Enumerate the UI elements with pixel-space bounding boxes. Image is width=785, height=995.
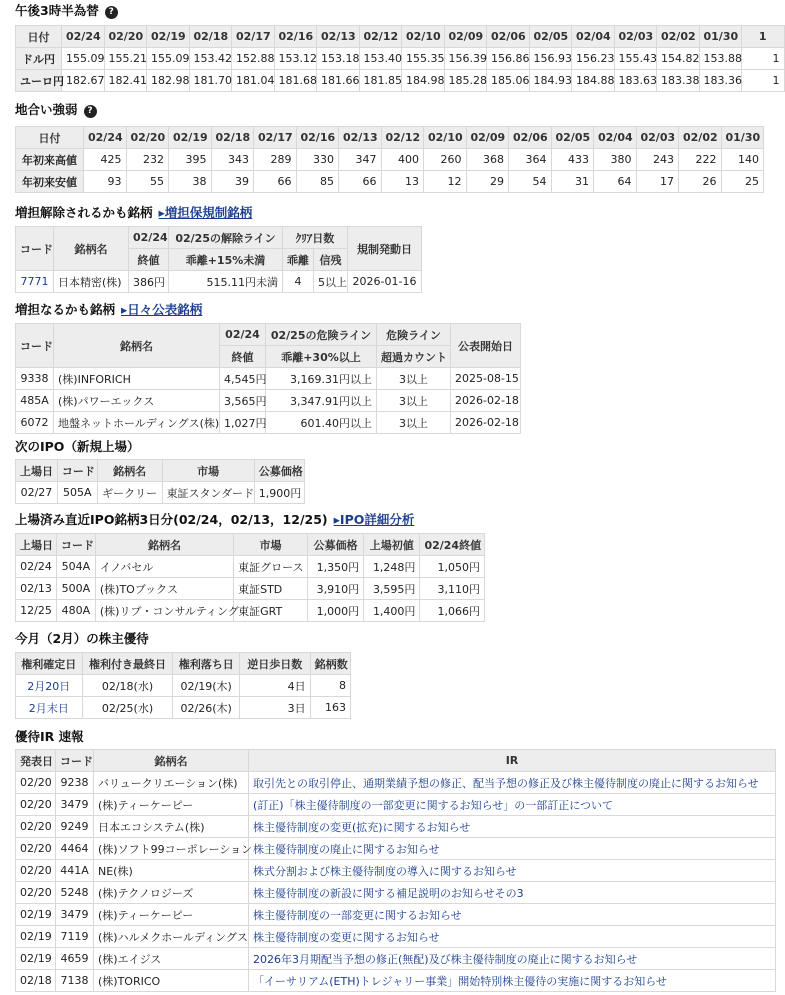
recent-ipo-table — [15, 533, 485, 622]
column-header: 銘柄名 — [97, 460, 162, 482]
col-clear-days: ｸﾘｱ日数 — [283, 227, 348, 249]
value-cell: 182.41 — [104, 70, 147, 92]
ex-rights-date: 02/26(木) — [173, 697, 240, 719]
stock-name: イノバセル — [95, 556, 233, 578]
stock-count: 163 — [310, 697, 350, 719]
value-cell: 184.98 — [402, 70, 445, 92]
table-row — [16, 970, 776, 992]
value-cell: 1 — [742, 48, 785, 70]
column-header: 02/13 — [339, 127, 382, 149]
stock-name: (株)ティーケーピー — [94, 794, 249, 816]
table-row — [16, 816, 776, 838]
column-header: 02/03 — [636, 127, 679, 149]
stock-code: 3479 — [56, 794, 94, 816]
column-header: 02/10 — [402, 26, 445, 48]
value-cell: 243 — [636, 149, 679, 171]
breadth-table — [15, 126, 764, 193]
column-header: 上場日 — [16, 534, 57, 556]
col-close-sub: 終値 — [129, 249, 169, 271]
value-cell: 182.67 — [62, 70, 105, 92]
value-cell: 152.88 — [232, 48, 275, 70]
column-header: 01/30 — [721, 127, 764, 149]
table-row — [16, 482, 305, 504]
value-cell: 156.39 — [444, 48, 487, 70]
stock-code: 504A — [56, 556, 95, 578]
column-header: コード — [56, 534, 95, 556]
row-label: 年初来安値 — [16, 171, 84, 193]
next-ipo-title-text: 次のIPO（新規上場） — [15, 439, 140, 454]
column-header: 02/13 — [317, 26, 360, 48]
column-header: 02/04 — [594, 127, 637, 149]
column-header: 02/19 — [147, 26, 190, 48]
close-price: 386円 — [129, 271, 169, 293]
ir-title — [0, 726, 84, 748]
announce-date: 02/18 — [16, 970, 56, 992]
value-cell: 184.88 — [572, 70, 615, 92]
value-cell: 347 — [339, 149, 382, 171]
value-cell: 183.38 — [657, 70, 700, 92]
last-trading-date: 02/18(水) — [82, 675, 173, 697]
value-cell: 29 — [466, 171, 509, 193]
offer-price: 1,350円 — [307, 556, 363, 578]
ir-link[interactable]: 株主優待制度の新設に関する補足説明のお知らせその3 — [249, 882, 776, 904]
column-header: 02/04 — [572, 26, 615, 48]
value-cell: 153.18 — [317, 48, 360, 70]
value-cell: 25 — [721, 171, 764, 193]
stock-code: 441A — [56, 860, 94, 882]
value-cell: 1 — [742, 70, 785, 92]
value-cell: 181.04 — [232, 70, 275, 92]
release-line: 515.11円未満 — [169, 271, 283, 293]
stock-name: 地盤ネットホールディングス(株) — [54, 412, 220, 434]
market: 東証スタンダード — [162, 482, 254, 504]
offer-price: 3,910円 — [307, 578, 363, 600]
margin-add-title-text: 増担なるかも銘柄 — [15, 302, 116, 317]
column-header: 02/05 — [529, 26, 572, 48]
danger-line: 3,169.31円以上 — [266, 368, 377, 390]
value-cell: 154.82 — [657, 48, 700, 70]
value-cell: 289 — [254, 149, 297, 171]
col-code: コード — [16, 324, 54, 368]
help-icon[interactable]: ? — [84, 105, 97, 118]
stock-code: 9338 — [16, 368, 54, 390]
table-row — [16, 860, 776, 882]
shinyo-days: 5以上 — [314, 271, 348, 293]
listing-date: 02/24 — [16, 556, 57, 578]
close-price: 1,050円 — [420, 556, 485, 578]
close-price: 3,565円 — [220, 390, 266, 412]
value-cell: 156.23 — [572, 48, 615, 70]
column-header: 02/20 — [126, 127, 169, 149]
fx-section-title — [0, 0, 118, 22]
ir-link[interactable]: 株主優待制度の廃止に関するお知らせ — [249, 838, 776, 860]
column-header: 逆日歩日数 — [240, 653, 311, 675]
help-icon[interactable]: ? — [105, 6, 118, 19]
stock-code: 485A — [16, 390, 54, 412]
over-count: 3以上 — [377, 412, 451, 434]
first-price: 3,595円 — [364, 578, 420, 600]
ir-title-text: 優待IR 速報 — [15, 729, 84, 744]
table-row — [16, 390, 521, 412]
close-price: 1,027円 — [220, 412, 266, 434]
value-cell: 38 — [169, 171, 212, 193]
value-cell: 185.06 — [487, 70, 530, 92]
stock-code: 5248 — [56, 882, 94, 904]
column-header: 銘柄名 — [95, 534, 233, 556]
col-name: 銘柄名 — [54, 324, 220, 368]
column-header: 02/03 — [614, 26, 657, 48]
col-close-sub: 終値 — [220, 346, 266, 368]
column-header: 銘柄数 — [310, 653, 350, 675]
value-cell: 155.43 — [614, 48, 657, 70]
column-header: 02/18 — [211, 127, 254, 149]
table-row — [16, 926, 776, 948]
announce-date: 02/20 — [16, 882, 56, 904]
column-header: 02/16 — [296, 127, 339, 149]
market: 東証GRT — [234, 600, 308, 622]
column-header: 権利確定日 — [16, 653, 83, 675]
stock-name: (株)TORICO — [94, 970, 249, 992]
column-header: 02/17 — [232, 26, 275, 48]
value-cell: 181.68 — [274, 70, 317, 92]
col-release-line-sub: 乖離+15%未満 — [169, 249, 283, 271]
reverse-fee-days: 4日 — [240, 675, 311, 697]
value-cell: 330 — [296, 149, 339, 171]
column-header: 市場 — [162, 460, 254, 482]
announce-date: 02/19 — [16, 904, 56, 926]
table-row — [16, 697, 351, 719]
start-date: 2026-01-16 — [348, 271, 422, 293]
stock-name: ギークリー — [97, 482, 162, 504]
column-header: 02/02 — [657, 26, 700, 48]
value-cell: 155.21 — [104, 48, 147, 70]
yutai-title — [0, 628, 149, 650]
breadth-section-title — [0, 99, 97, 121]
value-cell: 156.93 — [529, 48, 572, 70]
value-cell: 183.36 — [699, 70, 742, 92]
start-date: 2026-02-18 — [451, 412, 521, 434]
yutai-title-text: 今月（2月）の株主優待 — [15, 631, 149, 646]
ir-link[interactable]: (訂正)「株主優待制度の一部変更に関するお知らせ」の一部訂正について — [249, 794, 776, 816]
value-cell: 185.28 — [444, 70, 487, 92]
column-header: 市場 — [234, 534, 308, 556]
kairi-days: 4 — [283, 271, 314, 293]
start-date: 2025-08-15 — [451, 368, 521, 390]
ipo-analysis-link[interactable]: ▸IPO詳細分析 — [333, 512, 415, 527]
ir-link[interactable]: 株主優待制度の変更(拡充)に関するお知らせ — [249, 816, 776, 838]
col-release-line: 02/25の解除ライン — [169, 227, 283, 249]
ex-rights-date: 02/19(木) — [173, 675, 240, 697]
fx-title: 午後3時半為替 — [15, 3, 99, 18]
column-header: 権利落ち日 — [173, 653, 240, 675]
value-cell: 433 — [551, 149, 594, 171]
stock-code: 6072 — [16, 412, 54, 434]
value-cell: 395 — [169, 149, 212, 171]
value-cell: 222 — [679, 149, 722, 171]
column-header: 02/12 — [359, 26, 402, 48]
value-cell: 155.09 — [62, 48, 105, 70]
value-cell: 184.93 — [529, 70, 572, 92]
stock-code: 4659 — [56, 948, 94, 970]
ir-link[interactable]: 株主優待制度の変更に関するお知らせ — [249, 926, 776, 948]
value-cell: 368 — [466, 149, 509, 171]
value-cell: 155.35 — [402, 48, 445, 70]
danger-line: 601.40円以上 — [266, 412, 377, 434]
stock-name: (株)テクノロジーズ — [94, 882, 249, 904]
col-shinyo: 信残 — [314, 249, 348, 271]
market: 東証グロース — [234, 556, 308, 578]
stock-code-link[interactable]: 7771 — [20, 275, 49, 288]
column-header: 日付 — [16, 26, 62, 48]
value-cell: 156.86 — [487, 48, 530, 70]
danger-line: 3,347.91円以上 — [266, 390, 377, 412]
column-header: 02/02 — [679, 127, 722, 149]
table-row — [16, 368, 521, 390]
stock-code: 9249 — [56, 816, 94, 838]
offer-price: 1,900円 — [254, 482, 304, 504]
column-header: 上場日 — [16, 460, 58, 482]
value-cell: 343 — [211, 149, 254, 171]
ir-link[interactable]: 2026年3月期配当予想の修正(無配)及び株主優待制度の廃止に関するお知らせ — [249, 948, 776, 970]
stock-code: 500A — [56, 578, 95, 600]
col-name: 銘柄名 — [54, 227, 129, 271]
market: 東証STD — [234, 578, 308, 600]
over-count: 3以上 — [377, 368, 451, 390]
column-header: 日付 — [16, 127, 84, 149]
table-row — [16, 948, 776, 970]
table-row — [16, 904, 776, 926]
column-header: 02/06 — [487, 26, 530, 48]
value-cell: 17 — [636, 171, 679, 193]
listing-date: 02/13 — [16, 578, 57, 600]
value-cell: 232 — [126, 149, 169, 171]
ir-link[interactable]: 「イーサリアム(ETH)トレジャリー事業」開始特別株主優待の実施に関するお知らせ — [249, 970, 776, 992]
column-header: 01/30 — [699, 26, 742, 48]
value-cell: 13 — [381, 171, 424, 193]
column-header: IR — [249, 750, 776, 772]
column-header: 02/09 — [466, 127, 509, 149]
table-row — [16, 70, 785, 92]
margin-add-title — [0, 299, 202, 321]
table-row — [16, 794, 776, 816]
value-cell: 380 — [594, 149, 637, 171]
value-cell: 425 — [84, 149, 127, 171]
daily-disclosure-link[interactable]: ▸日々公表銘柄 — [121, 302, 203, 317]
next-ipo-table — [15, 459, 305, 504]
column-header: 02/24終値 — [420, 534, 485, 556]
value-cell: 183.63 — [614, 70, 657, 92]
column-header: コード — [57, 460, 97, 482]
table-row — [16, 772, 776, 794]
stock-name: (株)エイジス — [94, 948, 249, 970]
stock-name: (株)ティーケーピー — [94, 904, 249, 926]
announce-date: 02/19 — [16, 926, 56, 948]
stock-name: NE(株) — [94, 860, 249, 882]
stock-code: 4464 — [56, 838, 94, 860]
table-row — [16, 48, 785, 70]
col-danger-line: 02/25の危険ライン — [266, 324, 377, 346]
ir-link[interactable]: 取引先との取引停止、通期業績予想の修正、配当予想の修正及び株主優待制度の廃止に関するお知らせ — [249, 772, 776, 794]
column-header: 02/05 — [551, 127, 594, 149]
listing-date: 12/25 — [16, 600, 57, 622]
stock-code: 9238 — [56, 772, 94, 794]
announce-date: 02/20 — [16, 816, 56, 838]
col-over-count-sub: 超過カウント — [377, 346, 451, 368]
col-start: 公表開始日 — [451, 324, 521, 368]
announce-date: 02/20 — [16, 860, 56, 882]
value-cell: 153.12 — [274, 48, 317, 70]
column-header: 02/24 — [62, 26, 105, 48]
margin-add-table — [15, 323, 521, 434]
column-header: 02/16 — [274, 26, 317, 48]
breadth-title: 地合い強弱 — [15, 102, 78, 117]
stock-count: 8 — [310, 675, 350, 697]
close-price: 4,545円 — [220, 368, 266, 390]
row-label: 年初来高値 — [16, 149, 84, 171]
column-header: 権利付き最終日 — [82, 653, 173, 675]
row-label: ドル円 — [16, 48, 62, 70]
record-date-link[interactable]: 2月末日 — [28, 701, 69, 715]
value-cell: 54 — [509, 171, 552, 193]
value-cell: 181.70 — [189, 70, 232, 92]
table-row — [16, 412, 521, 434]
stock-code: 3479 — [56, 904, 94, 926]
value-cell: 400 — [381, 149, 424, 171]
col-close: 02/24 — [220, 324, 266, 346]
value-cell: 260 — [424, 149, 467, 171]
stock-name: 日本エコシステム(株) — [94, 816, 249, 838]
column-header: 公募価格 — [254, 460, 304, 482]
col-code: コード — [16, 227, 54, 271]
column-header: 02/19 — [169, 127, 212, 149]
column-header: 02/10 — [424, 127, 467, 149]
margin-release-title-text: 増担解除されるかも銘柄 — [15, 205, 153, 220]
value-cell: 364 — [509, 149, 552, 171]
value-cell: 66 — [339, 171, 382, 193]
table-row — [16, 882, 776, 904]
column-header: 02/20 — [104, 26, 147, 48]
listing-date: 02/27 — [16, 482, 58, 504]
ir-table — [15, 749, 776, 992]
margin-release-title — [0, 202, 252, 224]
announce-date: 02/19 — [16, 948, 56, 970]
value-cell: 31 — [551, 171, 594, 193]
value-cell: 93 — [84, 171, 127, 193]
margin-release-table — [15, 226, 422, 293]
stock-name: (株)INFORICH — [54, 368, 220, 390]
close-price: 3,110円 — [420, 578, 485, 600]
first-price: 1,400円 — [364, 600, 420, 622]
column-header: 02/17 — [254, 127, 297, 149]
last-trading-date: 02/25(水) — [82, 697, 173, 719]
stock-name: 日本精密(株) — [54, 271, 129, 293]
table-row — [16, 556, 485, 578]
value-cell: 26 — [679, 171, 722, 193]
col-kairi: 乖離 — [283, 249, 314, 271]
stock-name: (株)パワーエックス — [54, 390, 220, 412]
value-cell: 153.42 — [189, 48, 232, 70]
table-row — [16, 838, 776, 860]
col-close: 02/24 — [129, 227, 169, 249]
value-cell: 182.98 — [147, 70, 190, 92]
col-danger-line-sub: 乖離+30%以上 — [266, 346, 377, 368]
value-cell: 85 — [296, 171, 339, 193]
column-header: 02/06 — [509, 127, 552, 149]
next-ipo-title — [0, 436, 139, 458]
column-header: 02/09 — [444, 26, 487, 48]
table-row — [16, 675, 351, 697]
value-cell: 181.66 — [317, 70, 360, 92]
column-header: 公募価格 — [307, 534, 363, 556]
announce-date: 02/20 — [16, 838, 56, 860]
stock-name: (株)リブ・コンサルティング — [95, 600, 233, 622]
value-cell: 153.88 — [699, 48, 742, 70]
column-header: 発表日 — [16, 750, 56, 772]
value-cell: 12 — [424, 171, 467, 193]
table-row — [16, 171, 764, 193]
fx-table — [15, 25, 785, 92]
value-cell: 64 — [594, 171, 637, 193]
column-header: 銘柄名 — [94, 750, 249, 772]
table-row — [16, 271, 422, 293]
stock-name: (株)ソフト99コーポレーション — [94, 838, 249, 860]
column-header: 02/12 — [381, 127, 424, 149]
over-count: 3以上 — [377, 390, 451, 412]
col-over-count: 危険ライン — [377, 324, 451, 346]
stock-code: 7119 — [56, 926, 94, 948]
announce-date: 02/20 — [16, 772, 56, 794]
start-date: 2026-02-18 — [451, 390, 521, 412]
stock-code: 7138 — [56, 970, 94, 992]
stock-name: (株)TOブックス — [95, 578, 233, 600]
stock-code: 480A — [56, 600, 95, 622]
value-cell: 181.85 — [359, 70, 402, 92]
first-price: 1,248円 — [364, 556, 420, 578]
ir-link[interactable]: 株主優待制度の一部変更に関するお知らせ — [249, 904, 776, 926]
close-price: 1,066円 — [420, 600, 485, 622]
value-cell: 66 — [254, 171, 297, 193]
ir-link[interactable]: 株式分割および株主優待制度の導入に関するお知らせ — [249, 860, 776, 882]
value-cell: 140 — [721, 149, 764, 171]
table-row — [16, 578, 485, 600]
value-cell: 39 — [211, 171, 254, 193]
yutai-table — [15, 652, 351, 719]
stock-name: バリュークリエーション(株) — [94, 772, 249, 794]
recent-ipo-title — [0, 509, 414, 531]
offer-price: 1,000円 — [307, 600, 363, 622]
value-cell: 55 — [126, 171, 169, 193]
column-header: 02/18 — [189, 26, 232, 48]
margin-regulation-link[interactable]: ▸増担保規制銘柄 — [158, 205, 253, 220]
column-header: コード — [56, 750, 94, 772]
value-cell: 153.40 — [359, 48, 402, 70]
column-header: 上場初値 — [364, 534, 420, 556]
reverse-fee-days: 3日 — [240, 697, 311, 719]
record-date-link[interactable]: 2月20日 — [27, 679, 71, 693]
column-header: 1 — [742, 26, 785, 48]
table-row — [16, 149, 764, 171]
announce-date: 02/20 — [16, 794, 56, 816]
stock-code: 505A — [57, 482, 97, 504]
column-header: 02/24 — [84, 127, 127, 149]
row-label: ユーロ円 — [16, 70, 62, 92]
value-cell: 155.09 — [147, 48, 190, 70]
stock-name: (株)ハルメクホールディングス — [94, 926, 249, 948]
table-row — [16, 600, 485, 622]
col-start: 規制発動日 — [348, 227, 422, 271]
recent-ipo-title-text: 上場済み直近IPO銘柄3日分(02/24，02/13，12/25) — [15, 512, 328, 527]
